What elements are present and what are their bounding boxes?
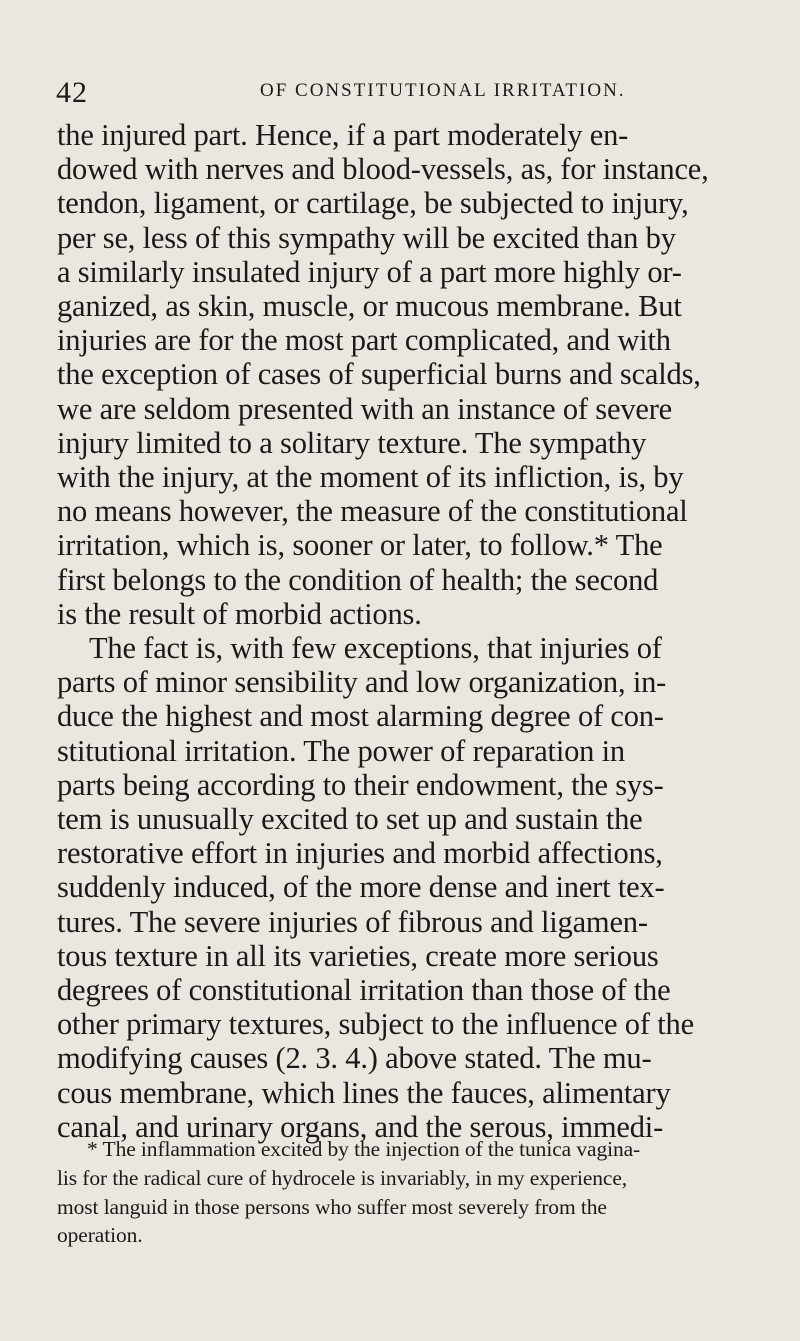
- body-line: we are seldom presented with an instance of severe: [57, 391, 672, 426]
- body-line: irritation, which is, sooner or later, to follow.* The: [57, 528, 663, 563]
- body-text: [57, 118, 797, 1144]
- body-line: tem is unusually excited to set up and sustain the: [57, 802, 643, 837]
- footnote-line: operation.: [57, 1223, 143, 1248]
- body-line: the injured part. Hence, if a part moderately en-: [57, 118, 629, 152]
- body-line: the exception of cases of superficial burns and scalds,: [57, 357, 701, 392]
- body-line: first belongs to the condition of health; the second: [57, 562, 659, 597]
- body-line: restorative effort in injuries and morbid affections,: [57, 836, 663, 871]
- footnote: [57, 1135, 797, 1250]
- body-line: injuries are for the most part complicated, and with: [57, 323, 671, 358]
- body-line: per se, less of this sympathy will be excited than by: [57, 220, 676, 255]
- body-line: duce the highest and most alarming degree of con-: [57, 699, 664, 734]
- body-line: suddenly induced, of the more dense and inert tex-: [57, 870, 665, 905]
- body-line: modifying causes (2. 3. 4.) above stated. The mu-: [57, 1041, 652, 1076]
- body-line: dowed with nerves and blood-vessels, as, for instance,: [57, 152, 709, 187]
- body-line: tendon, ligament, or cartilage, be subjected to injury,: [57, 186, 689, 221]
- footnote-line: * The inflammation excited by the injection of the tunica vagina-: [87, 1137, 641, 1161]
- page-number: 42: [56, 76, 88, 109]
- body-line: no means however, the measure of the constitutional: [57, 494, 688, 529]
- body-line: is the result of morbid actions.: [57, 596, 422, 631]
- paragraph-start-line: The fact is, with few exceptions, that injuries of: [89, 631, 662, 666]
- body-line: degrees of constitutional irritation than those of the: [57, 973, 671, 1008]
- body-line: a similarly insulated injury of a part more highly or-: [57, 254, 682, 289]
- body-line: parts being according to their endowment, the sys-: [57, 767, 664, 802]
- body-line: cous membrane, which lines the fauces, alimentary: [57, 1075, 671, 1110]
- body-line: other primary textures, subject to the influence of the: [57, 1007, 694, 1042]
- body-line: stitutional irritation. The power of reparation in: [57, 733, 625, 768]
- footnote-line: most languid in those persons who suffer most severely from the: [57, 1194, 607, 1219]
- body-line: tous texture in all its varieties, create more serious: [57, 938, 659, 973]
- body-line: canal, and urinary organs, and the serous, immedi-: [57, 1109, 664, 1144]
- body-line: parts of minor sensibility and low organization, in-: [57, 665, 667, 700]
- running-head: OF CONSTITUTIONAL IRRITATION.: [260, 80, 626, 101]
- body-line: with the injury, at the moment of its infliction, is, by: [57, 460, 684, 495]
- body-line: ganized, as skin, muscle, or mucous membrane. But: [57, 289, 682, 324]
- body-line: injury limited to a solitary texture. The sympathy: [57, 425, 647, 460]
- body-line: tures. The severe injuries of fibrous and ligamen-: [57, 904, 648, 939]
- footnote-line: lis for the radical cure of hydrocele is invariably, in my experience,: [57, 1165, 628, 1190]
